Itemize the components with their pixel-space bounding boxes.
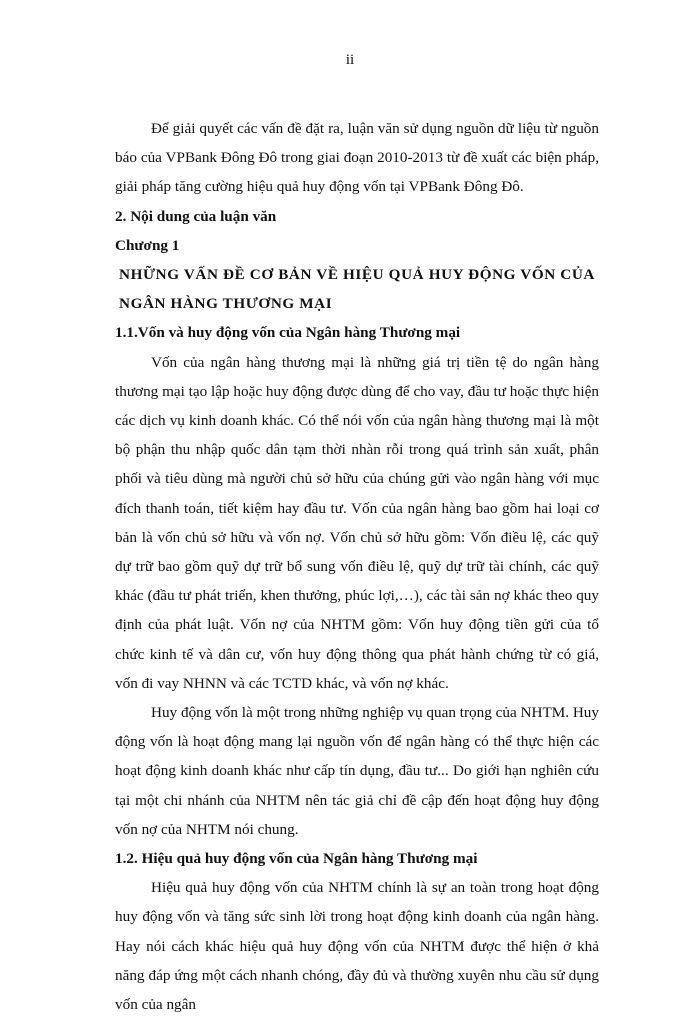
section-1-2-heading: 1.2. Hiệu quả huy động vốn của Ngân hàng Thương mại xyxy=(115,850,478,868)
intro-paragraph: Để giải quyết các vấn đề đặt ra, luận văn sử dụng nguồn dữ liệu từ nguồn báo của VPBank Đông Đô trong giai đoạn 2010-2013 từ đề xuất các biện pháp, giải pháp tăng cường hiệu quả huy động vốn tại VPBank Đông Đô. xyxy=(115,120,599,196)
section-1-1-paragraph-1: Vốn của ngân hàng thương mại là những giá trị tiền tệ do ngân hàng thương mại tạo lập hoặc huy động được dùng để cho vay, đầu tư hoặc thực hiện các dịch vụ kinh doanh khác. Có thể nói vốn của ngân hàng thương mại là một bộ phận thu nhập quốc dân tạm thời nhàn rỗi trong quá trình sản xuất, phân phối và tiêu dùng mà người chủ sở hữu của chúng gửi vào ngân hàng với mục đích thanh toán, tiết kiệm hay đầu tư. Vốn của ngân hàng bao gồm hai loại cơ bản là vốn chủ sở hữu và vốn nợ. Vốn chủ sở hữu gồm: Vốn điều lệ, các quỹ dự trữ bao gồm quỹ dự trữ bổ sung vốn điều lệ, quỹ dự trữ tài chính, các quỹ khác (đầu tư phát triển, khen thưởng, phúc lợi,…), các tài sản nợ khác theo quy định của phát luật. Vốn nợ của NHTM gồm: Vốn huy động tiền gửi của tổ chức kinh tế và dân cư, vốn huy động thông qua phát hành chứng từ có giá, vốn đi vay NHNN và các TCTD khác, và vốn nợ khác. xyxy=(115,353,599,692)
section-1-1-paragraph-2: Huy động vốn là một trong những nghiệp vụ quan trọng của NHTM. Huy động vốn là hoạt động mang lại nguồn vốn để ngân hàng có thể thực hiện các hoạt động kinh doanh khác như cấp tín dụng, đầu tư... Do giới hạn nghiên cứu tại một chi nhánh của NHTM nên tác giả chỉ đề cập đến hoạt động huy động vốn nợ của NHTM nói chung. xyxy=(115,704,599,838)
page-number: ii xyxy=(345,52,355,68)
section-1-2-paragraph-1: Hiệu quả huy động vốn của NHTM chính là sự an toàn trong hoạt động huy động vốn và tăng sức sinh lời trong hoạt động kinh doanh của ngân hàng. Hay nói cách khác hiệu quả huy động vốn của NHTM được thể hiện ở khả năng đáp ứng một cách nhanh chóng, đầy đủ và thường xuyên nhu cầu sử dụng vốn của ngân xyxy=(115,879,599,1014)
chapter-title: NHỮNG VẤN ĐỀ CƠ BẢN VỀ HIỆU QUẢ HUY ĐỘNG VỐN CỦA NGÂN HÀNG THƯƠNG MẠI xyxy=(119,266,595,313)
chapter-label: Chương 1 xyxy=(115,236,180,254)
section-1-1-heading: 1.1.Vốn và huy động vốn của Ngân hàng Thương mại xyxy=(115,324,461,342)
document-body xyxy=(115,114,599,1019)
section-2-heading: 2. Nội dung của luận văn xyxy=(115,207,277,225)
